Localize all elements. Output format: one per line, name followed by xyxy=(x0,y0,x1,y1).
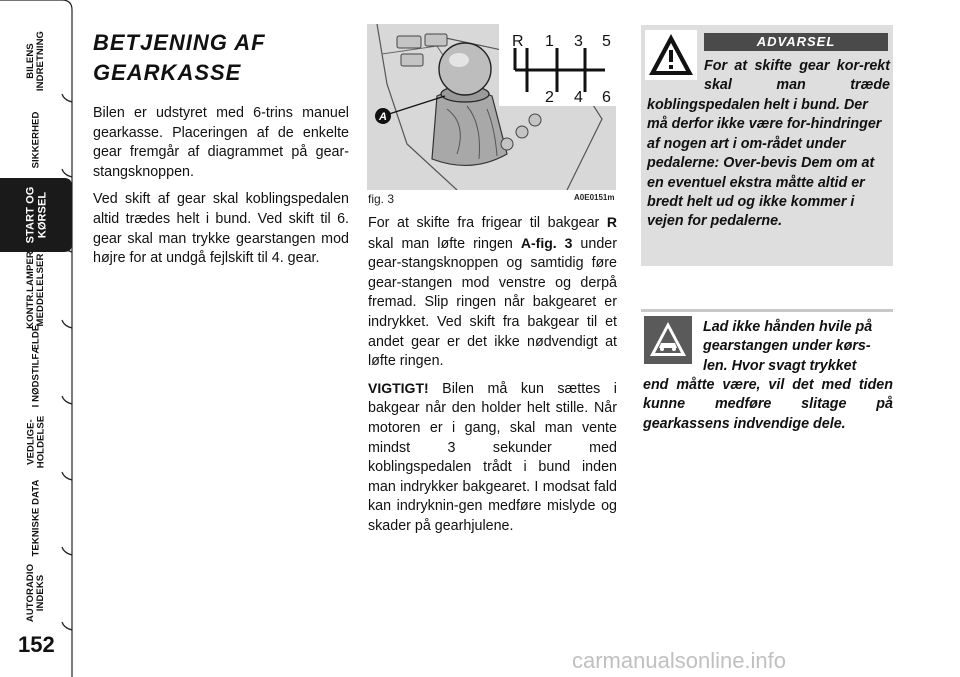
gear-lever-illustration xyxy=(367,24,616,190)
gear-6-label: 6 xyxy=(602,89,611,106)
tab-bilens-indretning[interactable] xyxy=(0,22,72,100)
clutch-paragraph: Ved skift af gear skal koblingspedalen altid trædes helt i bund. Ved skift til 6. gear skal man trykke gearstangen mod højre for at undgå fejlskift til 4. gear. xyxy=(93,191,349,267)
figure-reference: A-fig. 3 xyxy=(520,234,573,251)
tab-label: I NØDSTILFÆLDE xyxy=(30,324,41,408)
important-paragraph xyxy=(368,379,617,537)
watermark: carmanualsonline.info xyxy=(572,648,787,673)
reverse-gear-symbol: R xyxy=(606,214,617,230)
page-title-line-2: GEARKASSE xyxy=(93,60,242,85)
important-label: VIGTIGT! xyxy=(368,379,429,396)
left-column xyxy=(93,104,349,277)
tab-sikkerhed[interactable] xyxy=(0,102,72,177)
tab-autoradio-indeks[interactable] xyxy=(0,555,72,630)
note-text-intro: Lad ikke hånden hvile på gearstangen under kørs-len. Hvor svagt trykket xyxy=(703,319,873,374)
tab-label: SIKKERHED xyxy=(29,111,41,168)
text-run: skal man løfte ringen xyxy=(368,235,521,252)
tab-label: AUTORADIO INDEKS xyxy=(24,563,46,622)
tab-label: START OG KØRSEL xyxy=(23,186,48,244)
warning-header: ADVARSEL xyxy=(704,33,888,51)
gear-1-label: 1 xyxy=(545,33,554,50)
intro-paragraph: Bilen er udstyret med 6-trins manuel gearkasse. Placeringen af de enkelte gear fremgår af diagrammet på gear-stangsknoppen. xyxy=(93,105,349,180)
tab-tekniske-data[interactable] xyxy=(0,480,72,555)
gear-3-label: 3 xyxy=(574,33,583,50)
text-run: under gear-stangsknoppen og samtidig føre gear-stangen mod venstre og derpå fremad. Slip ringen når bakgearet er indrykket. Ved skift fra bakgear til et andet gear er det ikke nødvendigt at løfte ringen. xyxy=(368,235,617,370)
gear-5-label: 5 xyxy=(602,33,611,50)
gear-4-label: 4 xyxy=(574,89,583,106)
tab-i-nodstilfaelde[interactable] xyxy=(0,324,72,408)
gear-2-label: 2 xyxy=(545,89,554,106)
section-tab-strip xyxy=(0,0,80,677)
note-divider xyxy=(641,309,893,312)
callout-label: A xyxy=(379,111,387,123)
text-run: Bilen må kun sættes i bakgear når den holder helt stille. Når motoren er i gang, skal man vente mindst 3 sekunder med koblingspedalen trådt i bund inden man indrykker bakgearet. I modsat fald kan indryknin-gen medføre mislyde og skader på gearhjulene. xyxy=(368,380,617,534)
tab-start-og-korsel[interactable] xyxy=(0,178,72,252)
tab-label: KONTR.LAMPER MEDDELELSER xyxy=(25,251,47,329)
middle-column xyxy=(368,213,617,544)
page-title xyxy=(93,28,353,88)
reverse-gear-paragraph xyxy=(368,213,617,372)
warning-text-body: koblingspedalen helt i bund. Der må derfor ikke være for-hindringer af nogen art i om-rådet under pedalerne: Over-bevis Dem om at en eventuel ekstra måtte altid er bredt helt ud og ikke kommer i vejen for pedalerne. xyxy=(647,97,882,230)
note-text-body: end måtte være, vil det med tiden kunne medføre slitage på gearkassens indvendige dele. xyxy=(643,377,893,432)
tab-label: TEKNISKE DATA xyxy=(30,479,42,556)
tab-label: BILENS INDRETNING xyxy=(25,30,46,92)
tab-vedligeholdelse[interactable] xyxy=(0,404,72,480)
figure-code: A0E0151m xyxy=(574,193,615,202)
warning-text-intro: For at skifte gear kor-rekt skal man træde xyxy=(704,58,890,94)
warning-triangle-icon xyxy=(645,30,697,80)
tab-label: VEDLIGE- HOLDELSE xyxy=(25,415,46,469)
car-care-icon xyxy=(644,316,692,364)
figure-caption: fig. 3 xyxy=(368,192,395,206)
page-title-line-1: BETJENING AF xyxy=(93,30,266,55)
page-number: 152 xyxy=(18,632,55,657)
gear-lever-figure xyxy=(367,24,616,190)
gear-r-label: R xyxy=(512,33,524,50)
text-run: For at skifte fra frigear til bakgear xyxy=(368,215,607,231)
tab-kontr-lamper[interactable] xyxy=(0,252,72,328)
